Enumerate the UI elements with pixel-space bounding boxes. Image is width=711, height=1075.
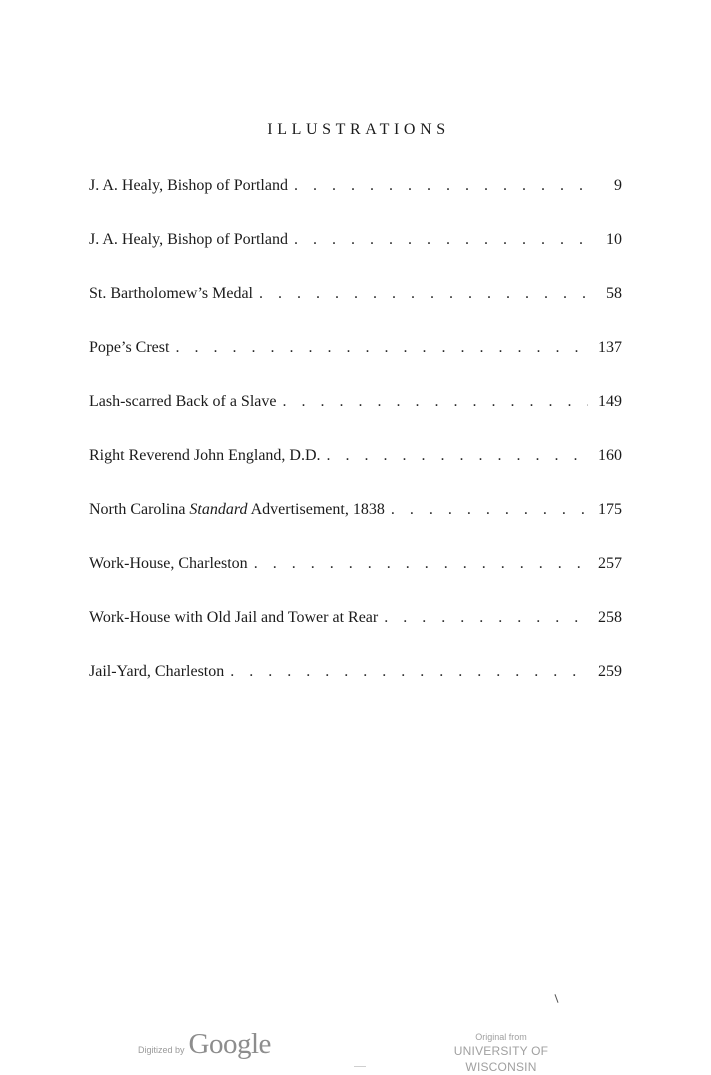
list-item bbox=[89, 224, 622, 278]
library-watermark bbox=[418, 1031, 584, 1075]
divider bbox=[354, 1066, 366, 1067]
list-item bbox=[89, 602, 622, 656]
page-number: 137 bbox=[598, 339, 622, 356]
illustration-title: Right Reverend John England, D.D. bbox=[89, 447, 321, 464]
dot-leader bbox=[391, 494, 588, 526]
original-from-label: Original from bbox=[475, 1032, 527, 1042]
illustration-title: St. Bartholomew’s Medal bbox=[89, 285, 253, 302]
list-item bbox=[89, 386, 622, 440]
digitized-label: Digitized by bbox=[138, 1045, 185, 1055]
page-number: 257 bbox=[598, 555, 622, 572]
illustration-title: Pope’s Crest bbox=[89, 339, 170, 356]
dot-leader bbox=[259, 278, 588, 310]
list-item bbox=[89, 332, 622, 386]
list-item bbox=[89, 656, 622, 710]
illustration-title: Work-House, Charleston bbox=[89, 555, 248, 572]
google-logo: Google bbox=[188, 1028, 271, 1060]
title-suffix: Advertisement, 1838 bbox=[247, 501, 385, 518]
dot-leader bbox=[294, 170, 588, 202]
page-number: 10 bbox=[606, 231, 622, 248]
dot-leader bbox=[254, 548, 588, 580]
page-number: 175 bbox=[598, 501, 622, 518]
illustration-title: Jail-Yard, Charleston bbox=[89, 663, 225, 680]
illustration-title: J. A. Healy, Bishop of Portland bbox=[89, 177, 288, 194]
dot-leader bbox=[327, 440, 588, 472]
library-name: UNIVERSITY OF WISCONSIN bbox=[453, 1044, 549, 1074]
page-number: 58 bbox=[606, 285, 622, 302]
scan-mark bbox=[554, 994, 558, 1003]
list-item bbox=[89, 278, 622, 332]
dot-leader bbox=[175, 332, 588, 364]
digitized-by-watermark bbox=[138, 1028, 271, 1061]
page-number: 9 bbox=[614, 177, 622, 194]
page-title: ILLUSTRATIONS bbox=[267, 121, 450, 138]
page-number: 160 bbox=[598, 447, 622, 464]
list-item bbox=[89, 548, 622, 602]
page-number: 259 bbox=[598, 663, 622, 680]
list-item bbox=[89, 440, 622, 494]
dot-leader bbox=[282, 386, 588, 418]
list-item bbox=[89, 170, 622, 224]
illustration-title: Work-House with Old Jail and Tower at Rear bbox=[89, 609, 379, 626]
illustration-title: Lash-scarred Back of a Slave bbox=[89, 393, 277, 410]
illustration-title bbox=[89, 494, 391, 526]
dot-leader bbox=[384, 602, 588, 634]
list-item bbox=[89, 494, 622, 548]
dot-leader bbox=[230, 656, 588, 688]
dot-leader bbox=[294, 224, 588, 256]
title-italic-word: Standard bbox=[189, 501, 248, 518]
title-prefix: North Carolina bbox=[89, 501, 190, 518]
illustration-title: J. A. Healy, Bishop of Portland bbox=[89, 231, 288, 248]
page-number: 258 bbox=[598, 609, 622, 626]
illustrations-list bbox=[89, 170, 622, 710]
page-number: 149 bbox=[598, 393, 622, 410]
